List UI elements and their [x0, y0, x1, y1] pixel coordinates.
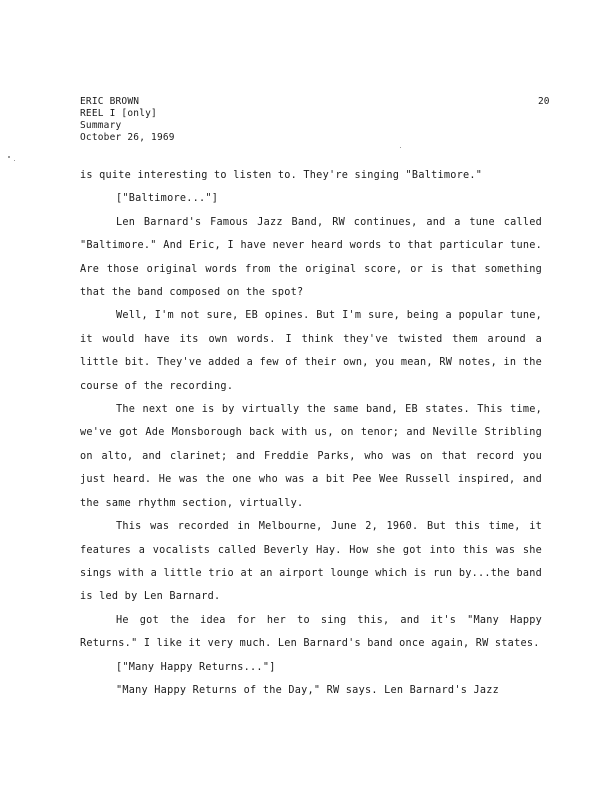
summary-body — [80, 164, 542, 702]
paragraph: Well, I'm not sure, EB opines. But I'm sure, being a popular tune, it would have its own words. I think they've twisted them around a little bit. They've added a few of their own, you mean, RW notes, in the course of the recording. — [80, 310, 542, 392]
paragraph: "Many Happy Returns of the Day," RW says. Len Barnard's Jazz — [116, 684, 500, 696]
header-reel: REEL I [only] — [80, 108, 157, 119]
scan-speck — [400, 147, 401, 148]
paragraph: This was recorded in Melbourne, June 2, 1960. But this time, it features a vocalists called Beverly Hay. How she got into this was she sings with a little trio at an airport lounge which is run by...the band is led by Len Barnard. — [80, 521, 542, 603]
paragraph: Len Barnard's Famous Jazz Band, RW continues, and a tune called "Baltimore." And Eric, I have never heard words to that particular tune. Are those original words from the original score, or is that something that the band composed on the spot? — [80, 216, 542, 299]
paragraph-continuation: is quite interesting to listen to. They're singing "Baltimore." — [80, 170, 483, 181]
header-interviewee: ERIC BROWN — [80, 96, 140, 107]
scan-speck — [8, 156, 10, 158]
paragraph-song-cue: ["Baltimore..."] — [116, 193, 219, 205]
document-header — [80, 96, 175, 144]
page-number: 20 — [538, 96, 550, 107]
paragraph: The next one is by virtually the same band, EB states. This time, we've got Ade Monsborough back with us, on tenor; and Neville Stribling on alto, and clarinet; and Freddie Parks, who was on that record you just heard. He was the one who was a bit Pee Wee Russell inspired, and the same rhythm section, virtually. — [80, 404, 542, 509]
header-doc-type: Summary — [80, 120, 122, 131]
header-date: October 26, 1969 — [80, 132, 175, 143]
paragraph-song-cue: ["Many Happy Returns..."] — [116, 661, 276, 673]
scan-speck — [14, 160, 15, 161]
paragraph: He got the idea for her to sing this, and it's "Many Happy Returns." I like it very much. Len Barnard's band once again, RW states. — [80, 614, 542, 650]
